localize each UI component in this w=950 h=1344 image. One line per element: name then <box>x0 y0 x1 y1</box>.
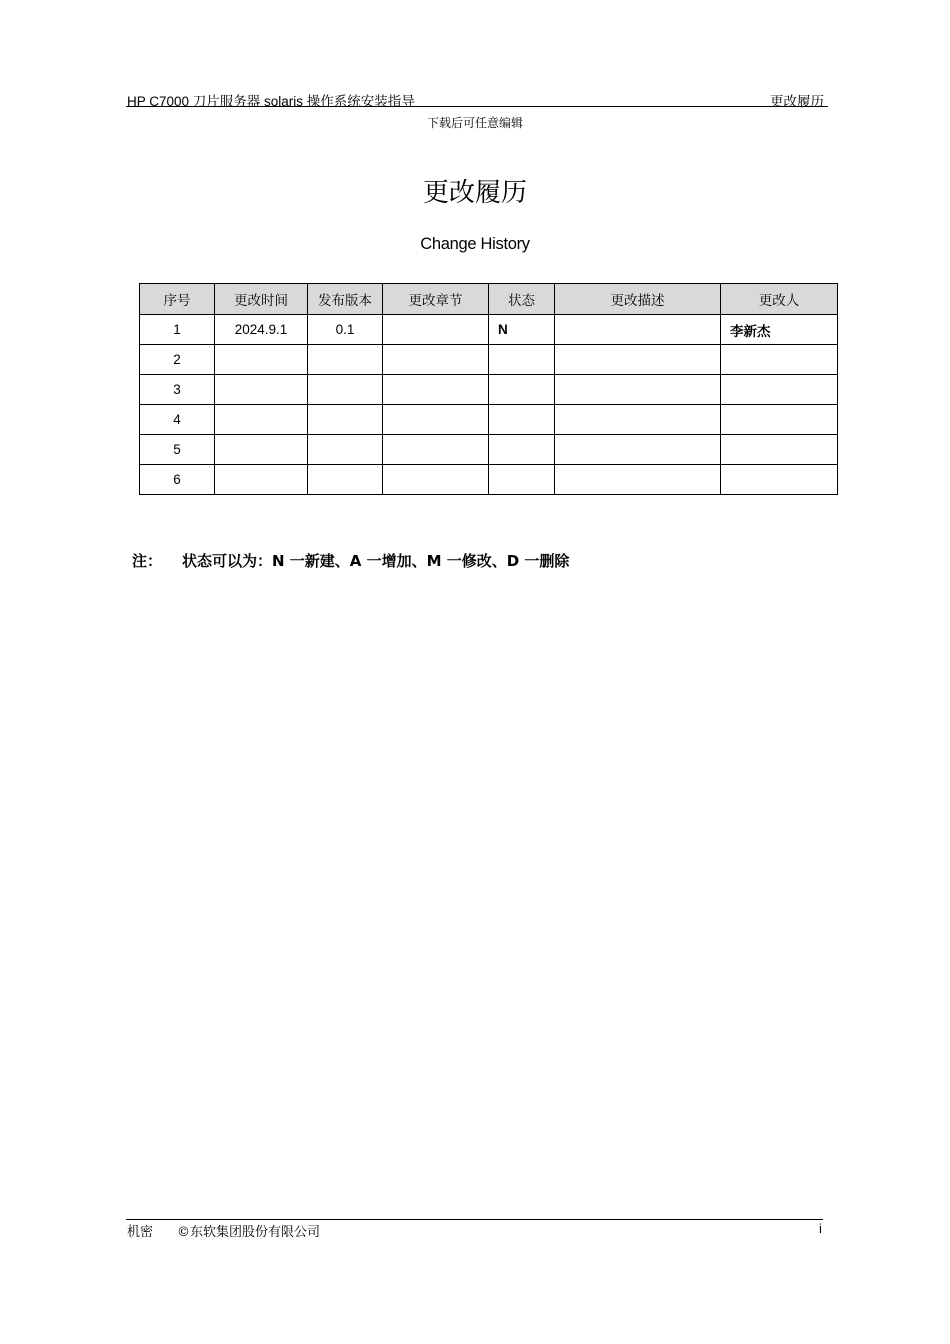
footer-info <box>127 1221 320 1240</box>
cell-status <box>489 345 555 375</box>
table-row <box>140 315 838 345</box>
cell-chapter <box>383 435 489 465</box>
download-note: 下载后可任意编辑 <box>426 116 523 130</box>
cell-time <box>215 405 308 435</box>
col-header-time: 更改时间 <box>215 284 308 315</box>
table-row <box>140 375 838 405</box>
cell-no: 4 <box>140 405 215 435</box>
cell-desc <box>555 465 721 495</box>
cell-chapter <box>383 405 489 435</box>
footer-confidential: 机密 <box>127 1225 154 1240</box>
cell-version <box>308 465 383 495</box>
cell-person <box>721 465 838 495</box>
cell-status <box>489 375 555 405</box>
cell-chapter <box>383 375 489 405</box>
note-text: 状态可以为：N 一新建、A 一增加、M 一修改、D 一删除 <box>182 552 570 570</box>
cell-version <box>308 405 383 435</box>
col-header-no: 序号 <box>140 284 215 315</box>
cell-status <box>489 405 555 435</box>
table-row <box>140 465 838 495</box>
cell-no: 6 <box>140 465 215 495</box>
cell-person <box>721 345 838 375</box>
cell-desc <box>555 405 721 435</box>
cell-person: 李新杰 <box>721 315 838 345</box>
footer-copyright: ©东软集团股份有限公司 <box>177 1225 321 1240</box>
header-section-name: 更改履历 <box>770 94 824 110</box>
cell-status <box>489 435 555 465</box>
cell-time: 2024.9.1 <box>215 315 308 345</box>
cell-no: 2 <box>140 345 215 375</box>
table-header-row <box>140 284 838 315</box>
cell-desc <box>555 375 721 405</box>
change-history-table <box>139 283 838 495</box>
cell-desc <box>555 435 721 465</box>
cell-time <box>215 465 308 495</box>
cell-version <box>308 375 383 405</box>
cell-chapter <box>383 465 489 495</box>
cell-time <box>215 435 308 465</box>
page-subtitle: Change History <box>420 235 530 253</box>
header-divider <box>126 106 828 107</box>
cell-person <box>721 435 838 465</box>
table-row <box>140 405 838 435</box>
cell-chapter <box>383 345 489 375</box>
col-header-version: 发布版本 <box>308 284 383 315</box>
cell-no: 5 <box>140 435 215 465</box>
cell-version <box>308 345 383 375</box>
col-header-status: 状态 <box>489 284 555 315</box>
cell-status <box>489 465 555 495</box>
cell-no: 3 <box>140 375 215 405</box>
cell-no: 1 <box>140 315 215 345</box>
cell-time <box>215 375 308 405</box>
cell-status: N <box>489 315 555 345</box>
header-doc-title: HP C7000 刀片服务器 solaris 操作系统安装指导 <box>127 94 415 109</box>
cell-desc <box>555 345 721 375</box>
table-row <box>140 435 838 465</box>
status-note <box>132 550 569 571</box>
table-row <box>140 345 838 375</box>
page-number: i <box>819 1221 822 1236</box>
col-header-desc: 更改描述 <box>555 284 721 315</box>
cell-version <box>308 435 383 465</box>
cell-desc <box>555 315 721 345</box>
cell-time <box>215 345 308 375</box>
col-header-chapter: 更改章节 <box>383 284 489 315</box>
note-label: 注： <box>132 552 163 570</box>
cell-person <box>721 375 838 405</box>
col-header-person: 更改人 <box>721 284 838 315</box>
footer-divider <box>126 1219 823 1220</box>
page-title: 更改履历 <box>422 178 527 208</box>
cell-person <box>721 405 838 435</box>
cell-version: 0.1 <box>308 315 383 345</box>
cell-chapter <box>383 315 489 345</box>
